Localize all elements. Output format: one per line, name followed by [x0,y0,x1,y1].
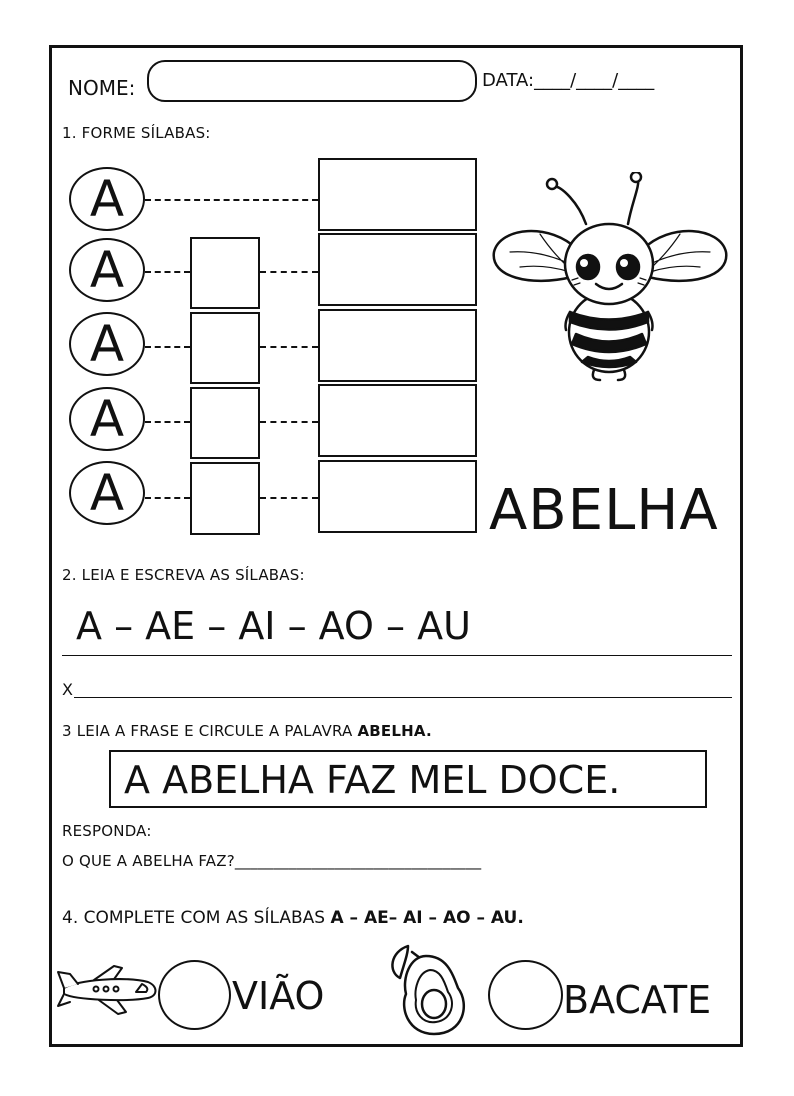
syllable-input-box[interactable] [190,387,260,459]
dashed-connector [145,497,190,499]
section2-title: 2. LEIA E ESCREVA AS SÍLABAS: [62,566,305,584]
syllable-answer-box[interactable] [318,384,477,457]
syllable-answer-box[interactable] [318,233,477,306]
date-field[interactable]: DATA:____/____/____ [482,70,655,91]
syllables-text: A – AE – AI – AO – AU [76,604,471,648]
name-label: NOME: [68,76,136,100]
dashed-connector [145,199,318,201]
word1-suffix: VIÃO [232,974,325,1018]
x-mark: X [62,680,73,699]
dashed-connector [260,346,318,348]
question-text: O QUE A ABELHA FAZ?________________________________ [62,852,482,870]
writing-line[interactable] [62,655,732,656]
syllable-input-box[interactable] [190,312,260,384]
sentence-text[interactable]: A ABELHA FAZ MEL DOCE. [124,758,621,802]
dashed-connector [260,421,318,423]
syllable-circle-1[interactable] [158,960,231,1030]
syllable-answer-box[interactable] [318,158,477,231]
dashed-connector [260,271,318,273]
dashed-connector [145,271,190,273]
respond-label: RESPONDA: [62,822,152,840]
section1-title: 1. FORME SÍLABAS: [62,124,211,142]
dashed-connector [260,497,318,499]
writing-line[interactable] [74,697,732,698]
letter-circle: A [69,167,145,231]
avocado-icon [386,942,478,1038]
name-field[interactable] [147,60,477,102]
dashed-connector [145,346,190,348]
syllable-circle-2[interactable] [488,960,563,1030]
word2-suffix: BACATE [563,978,712,1022]
letter-circle: A [69,238,145,302]
syllable-answer-box[interactable] [318,460,477,533]
section4-title: 4. COMPLETE COM AS SÍLABAS A – AE– AI – AO – AU. [62,908,524,928]
airplane-icon [56,962,160,1018]
bee-icon [490,172,730,384]
letter-circle: A [69,461,145,525]
syllable-input-box[interactable] [190,237,260,309]
word-title: ABELHA [489,478,719,543]
syllable-answer-box[interactable] [318,309,477,382]
letter-circle: A [69,312,145,376]
section3-title: 3 LEIA A FRASE E CIRCULE A PALAVRA ABELHA. [62,722,432,740]
syllable-input-box[interactable] [190,462,260,535]
dashed-connector [145,421,190,423]
letter-circle: A [69,387,145,451]
